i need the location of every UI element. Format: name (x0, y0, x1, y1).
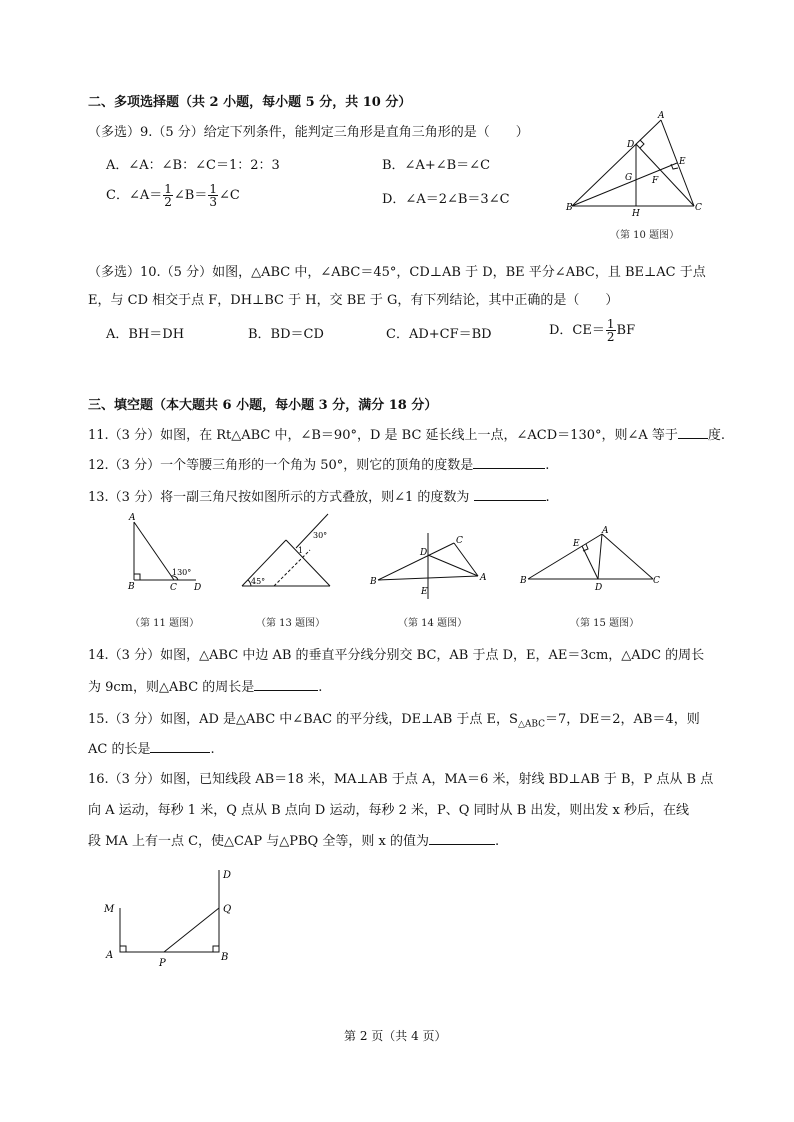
fig11-label-a: A (129, 513, 136, 523)
q11-answer-blank[interactable] (678, 426, 708, 439)
fig10-label-h: H (632, 209, 640, 219)
fig11-label-c: C (170, 583, 177, 593)
q16-line-2: 向 A 运动，每秒 1 米，Q 点从 B 点向 D 运动，每秒 2 米，P、Q 同时从 B 出发，则出发 x 秒后，在线 (88, 803, 689, 818)
fig14-label-b: B (370, 577, 377, 587)
q10-fraction (606, 318, 616, 343)
q10-option-c: C．AD+CF＝BD (386, 327, 492, 342)
fig10-segment-be (572, 163, 677, 206)
fig15-segment-ad (598, 534, 602, 579)
q15-subscript: △ABC (517, 719, 546, 730)
q16-answer-blank[interactable] (429, 832, 495, 845)
q10-fraction-den: 2 (606, 330, 615, 344)
q15-line-2-text: AC 的长是 (88, 742, 151, 757)
fig15-segment-ba (528, 534, 602, 579)
fig13-label-1: 1 (298, 546, 304, 555)
fig15-label-c: C (653, 576, 660, 586)
fig14-label-d: D (420, 548, 428, 558)
fig14-label-a: A (480, 573, 487, 583)
q13-suffix: . (545, 490, 550, 505)
q16-suffix: . (494, 834, 500, 849)
q9-fraction-1-den: 2 (164, 195, 172, 209)
q15-answer-blank[interactable] (150, 740, 210, 753)
q9-fraction-2 (208, 183, 218, 208)
q9-stem: （多选）9.（5 分）给定下列条件，能判定三角形是直角三角形的是（ ） (88, 125, 529, 140)
page-footer: 第 2 页（共 4 页） (344, 1029, 447, 1043)
q10-option-d-suffix: BF (616, 323, 636, 338)
fig16-label-m: M (104, 904, 115, 915)
q12-suffix: . (545, 458, 550, 473)
fig16-label-p: P (159, 958, 166, 969)
fig13-angle-30: 30° (313, 531, 328, 540)
fig10-label-a: A (658, 111, 665, 121)
q13-text: 13.（3 分）将一副三角尺按如图所示的方式叠放，则∠1 的度数为 (88, 490, 474, 505)
fig13-triangle-right-side (286, 540, 330, 586)
q15-line-1-a: 15.（3 分）如图，AD 是△ABC 中∠BAC 的平分线，DE⊥AB 于点 E，S (88, 712, 518, 727)
q15-suffix: . (210, 742, 215, 757)
figure-10 (560, 108, 720, 223)
fig14-label-c: C (456, 536, 463, 546)
q14-line-1: 14.（3 分）如图，△ABC 中边 AB 的垂直平分线分别交 BC，AB 于点 D，E，AE＝3cm，△ADC 的周长 (88, 648, 705, 663)
q9-fraction-2-num: 1 (209, 182, 217, 196)
fig15-label-d: D (595, 583, 603, 592)
section3-title: 三、填空题（本大题共 6 小题，每小题 3 分，满分 18 分） (88, 398, 438, 413)
q12-answer-blank[interactable] (473, 456, 545, 469)
fig16-label-a: A (106, 950, 114, 961)
fig10-label-g: G (625, 173, 633, 183)
fig11-label-b: B (128, 582, 135, 592)
q10-line-2: E，与 CD 相交于点 F，DH⊥BC 于 H，交 BE 于 G，有下列结论，其中正确的是（ ） (88, 293, 619, 308)
q13-answer-blank[interactable] (474, 488, 546, 501)
fig10-label-c: C (695, 203, 702, 213)
q16-line-1: 16.（3 分）如图，已知线段 AB＝18 米，MA⊥AB 于点 A，MA＝6 米，射线 BD⊥AB 于 B，P 点从 B 点 (88, 772, 714, 787)
fig15-label-b: B (520, 576, 527, 586)
fig15-label-a: A (602, 526, 609, 536)
fig10-label-d: D (627, 140, 635, 150)
fig10-segment-ba (572, 120, 661, 206)
q9-fraction-2-den: 3 (209, 195, 217, 209)
fig11-segment-ac (134, 522, 174, 580)
q9-option-c-prefix: C．∠A＝ (106, 188, 163, 203)
fig16-segment-pq (164, 908, 219, 952)
q15-line-1 (88, 708, 700, 730)
figure-15 (516, 524, 666, 592)
fig14-label-e: E (421, 587, 428, 597)
q15-line-2 (88, 738, 215, 757)
figure-16 (98, 862, 248, 972)
q14-suffix: . (318, 680, 323, 695)
q11 (88, 424, 725, 443)
q14-answer-blank[interactable] (254, 678, 318, 691)
q10-option-a: A．BH＝DH (106, 327, 185, 342)
figure-13 (236, 508, 336, 593)
q16-line-3-text: 段 MA 上有一点 C，使△CAP 与△PBQ 全等，则 x 的值为 (88, 834, 429, 849)
fig11-angle-label: 130° (172, 568, 192, 577)
fig16-label-d: D (223, 870, 232, 881)
fig10-label-e: E (679, 157, 686, 167)
q9-option-b: B．∠A+∠B＝∠C (382, 158, 491, 173)
q10-fraction-num: 1 (606, 317, 615, 331)
q9-option-c-mid: ∠B＝ (173, 188, 208, 203)
fig13-caption: （第 13 题图） (256, 618, 326, 629)
fig11-caption: （第 11 题图） (130, 618, 200, 629)
q10-option-d-prefix: D．CE＝ (549, 323, 605, 338)
q9-fraction-1-num: 1 (164, 182, 172, 196)
q9-option-d: D．∠A＝2∠B＝3∠C (382, 192, 510, 207)
q9-option-a: A．∠A：∠B：∠C＝1：2：3 (106, 158, 280, 173)
q13 (88, 486, 550, 505)
q16-line-3 (88, 830, 499, 849)
q9-fraction-1 (163, 183, 173, 208)
fig15-segment-ac (602, 534, 653, 579)
fig11-right-angle-b (134, 574, 140, 580)
q10-line-1: （多选）10.（5 分）如图，△ABC 中，∠ABC＝45°，CD⊥AB 于 D，BE 平分∠ABC，且 BE⊥AC 于点 (88, 265, 706, 280)
fig15-caption: （第 15 题图） (570, 618, 640, 629)
figure-11 (122, 510, 212, 595)
fig11-label-d: D (194, 583, 202, 593)
figure-14 (366, 527, 496, 602)
fig16-right-angle-b (213, 946, 219, 952)
q15-line-1-b: ＝7，DE＝2，AB＝4，则 (545, 712, 700, 727)
fig10-caption: （第 10 题图） (610, 230, 680, 241)
q14-line-2 (88, 676, 322, 695)
q12 (88, 454, 549, 473)
q11-suffix: 度. (707, 428, 726, 443)
q10-option-b: B．BD＝CD (248, 327, 324, 342)
fig10-label-b: B (566, 203, 573, 213)
q10-option-d (549, 317, 635, 345)
fig16-right-angle-a (120, 946, 126, 952)
fig16-label-q: Q (223, 904, 232, 915)
fig13-dashed-line (274, 550, 310, 586)
fig13-angle-45: 45° (251, 577, 266, 586)
q11-text: 11.（3 分）如图，在 Rt△ABC 中，∠B＝90°，D 是 BC 延长线上一点，∠ACD＝130°，则∠A 等于 (88, 428, 678, 443)
q14-line-2-text: 为 9cm，则△ABC 的周长是 (88, 680, 255, 695)
fig10-segment-cd (636, 144, 694, 206)
section2-title: 二、多项选择题（共 2 小题，每小题 5 分，共 10 分） (88, 95, 412, 110)
fig10-segment-ac (661, 120, 694, 206)
fig10-label-f: F (652, 176, 659, 186)
q12-text: 12.（3 分）一个等腰三角形的一个角为 50°，则它的顶角的度数是 (88, 458, 474, 473)
fig10-right-angle-d (640, 140, 644, 148)
fig14-caption: （第 14 题图） (398, 618, 468, 629)
q9-option-c (106, 182, 240, 210)
fig15-label-e: E (573, 539, 580, 549)
q9-option-c-suffix: ∠C (218, 188, 240, 203)
fig16-label-b: B (221, 952, 229, 963)
